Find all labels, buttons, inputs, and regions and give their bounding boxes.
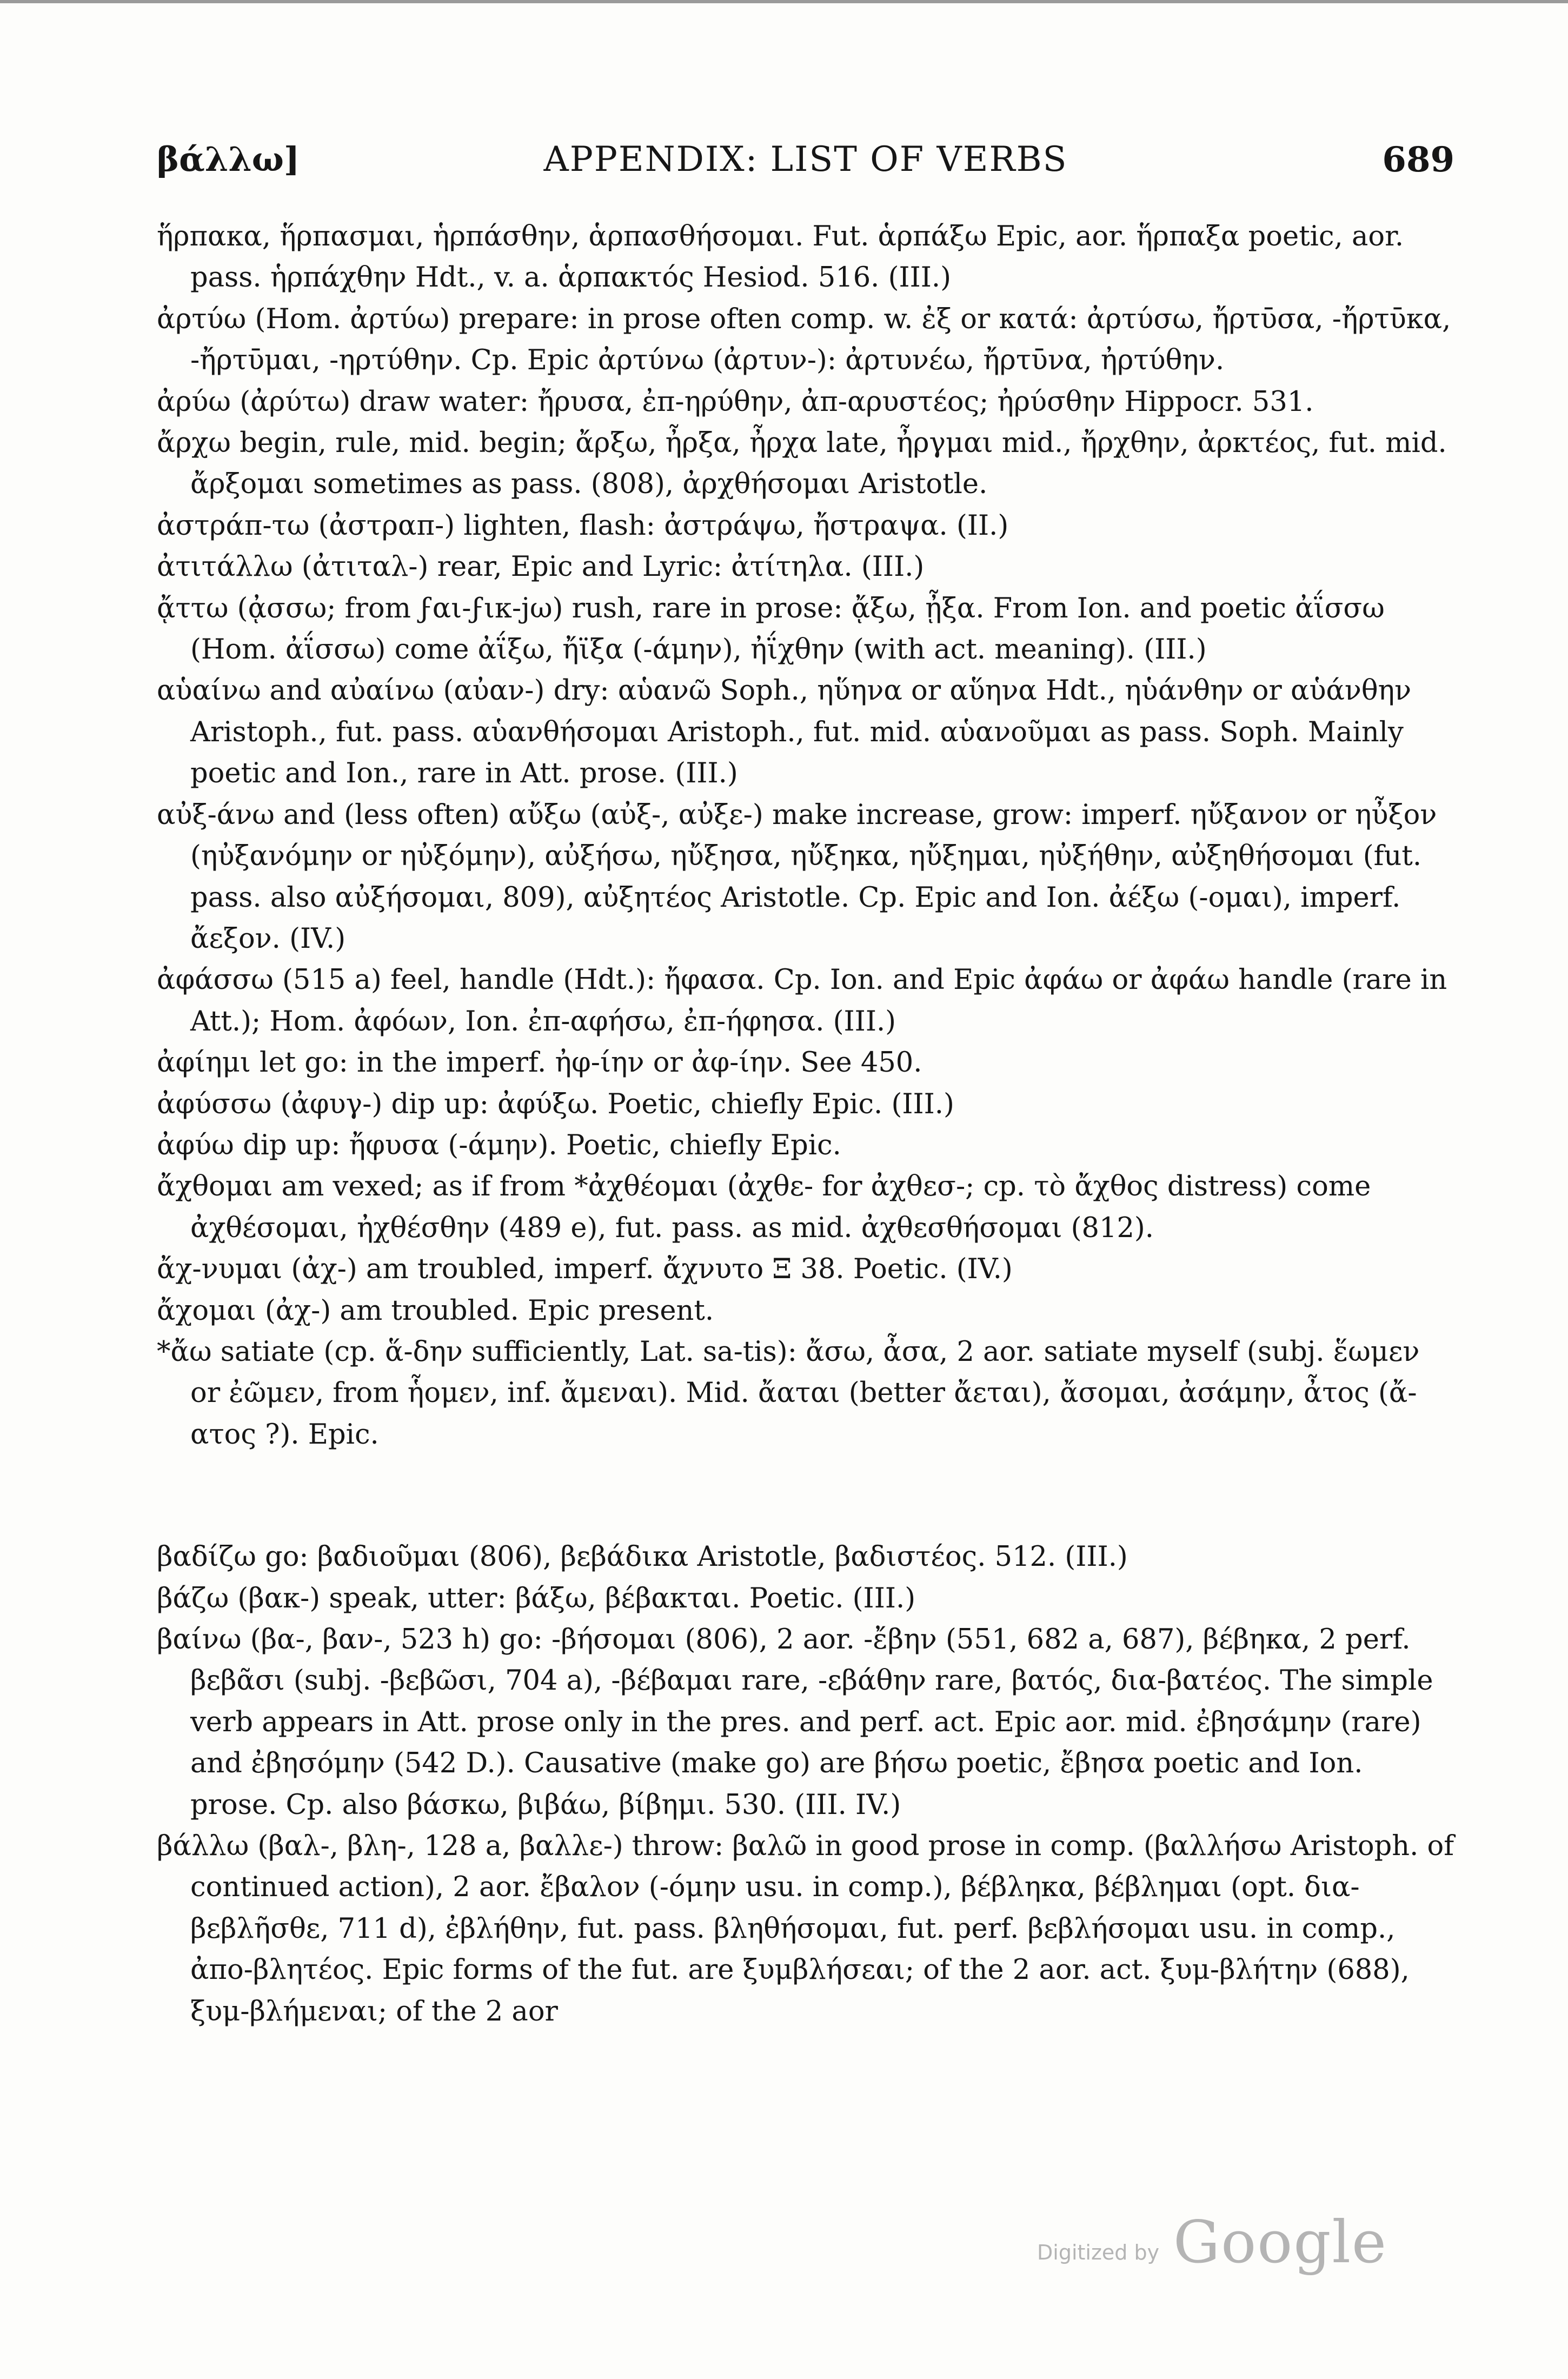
verb-entry: βάλλω (βαλ-, βλη-, 128 a, βαλλε-) throw: βαλῶ in good prose in comp. (βαλλήσω Aristoph. of continued action), 2 aor. ἔβαλον (-όμην usu. in comp.), βέβληκα, βέβλημαι (opt. δια-βεβλῆσθε, 711 d), ἐβλήθην, fut. pass. βληθήσομαι, fut. perf. βεβλήσομαι usu. in comp., ἀπο-βλητέος. Epic forms of the fut. are ξυμβλήσεαι; of the 2 aor. act. ξυμ-βλήτην (688), ξυμ-βλήμεναι; of the 2 aor <box>157 1830 1454 2028</box>
watermark-small-text: Digitized by <box>1037 2241 1160 2264</box>
verb-entry: βαδίζω go: βαδιοῦμαι (806), βεβάδικα Aristotle, βαδιστέος. 512. (III.) <box>157 1541 1128 1573</box>
verb-entry: ἀφύω dip up: ἤφυσα (-άμην). Poetic, chiefly Epic. <box>157 1129 841 1161</box>
verb-entry: ἄχθομαι am vexed; as if from *ἀχθέομαι (ἀχθε- for ἀχθεσ-; cp. τὸ ἄχθος distress) come ἀχθέσομαι, ἠχθέσθην (489 e), fut. pass. as mid. ἀχθεσθήσομαι (812). <box>157 1171 1371 1244</box>
verb-entry: ἀφίημι let go: in the imperf. ἠφ-ίην or ἀφ-ίην. See 450. <box>157 1047 922 1079</box>
verb-entry: αὑαίνω and αὐαίνω (αὐαν-) dry: αὑανῶ Soph., ηὕηνα or αὕηνα Hdt., ηὑάνθην or αὑάνθην Aristoph., fut. pass. αὑανθήσομαι Aristoph., fut. mid. αὑανοῦμαι as pass. Soph. Mainly poetic and Ion., rare in Att. prose. (III.) <box>157 675 1412 790</box>
verb-entry: αὐξ-άνω and (less often) αὔξω (αὐξ-, αὐξε-) make increase, grow: imperf. ηὔξανον or ηὖξον (ηὐξανόμην or ηὐξόμην), αὐξήσω, ηὔξησα, ηὔξηκα, ηὔξημαι, ηὐξήθην, αὐξηθήσομαι (fut. pass. also αὐξήσομαι, 809), αὐξητέος Aristotle. Cp. Epic and Ion. ἀέξω (-ομαι), imperf. ἄεξον. (IV.) <box>157 799 1437 955</box>
verb-entry: ἀρύω (ἀρύτω) draw water: ἤρυσα, ἐπ-ηρύθην, ἀπ-αρυστέος; ἠρύσθην Hippocr. 531. <box>157 386 1314 418</box>
running-head-left: βάλλω] <box>157 139 300 179</box>
running-head-title: APPENDIX: LIST OF VERBS <box>543 139 1068 180</box>
verb-entry: ἥρπακα, ἥρπασμαι, ἡρπάσθην, ἁρπασθήσομαι. Fut. ἁρπάξω Epic, aor. ἥρπαξα poetic, aor. pass. ἡρπάχθην Hdt., v. a. ἁρπακτός Hesiod. 516. (III.) <box>157 221 1404 294</box>
page-number: 689 <box>1382 139 1454 180</box>
google-wordmark: Google <box>1173 2209 1387 2276</box>
verb-entry: βαίνω (βα-, βαν-, 523 h) go: -βήσομαι (806), 2 aor. -ἔβην (551, 682 a, 687), βέβηκα, 2 perf. βεβᾶσι (subj. -βεβῶσι, 704 a), -βέβαμαι rare, -εβάθην rare, βατός, δια-βατέος. The simple verb appears in Att. prose only in the pres. and perf. act. Epic aor. mid. ἐβησάμην (rare) and ἐβησόμην (542 D.). Causative (make go) are βήσω poetic, ἔβησα poetic and Ion. prose. Cp. also βάσκω, βιβάω, βίβημι. 530. (III. IV.) <box>157 1624 1433 1821</box>
section-gap <box>157 1456 1454 1537</box>
verb-list <box>157 216 1454 2032</box>
verb-entry: ᾄττω (ᾀσσω; from ϝαι-ϝικ-ϳω) rush, rare in prose: ᾄξω, ᾖξα. From Ion. and poetic ἀΐσσω (Hom. ἀΐσσω) come ἀΐξω, ἤϊξα (-άμην), ἠΐχθην (with act. meaning). (III.) <box>157 592 1385 666</box>
verb-entry: ἀφύσσω (ἀφυγ-) dip up: ἀφύξω. Poetic, chiefly Epic. (III.) <box>157 1088 954 1120</box>
verb-entry: *ἄω satiate (cp. ἅ-δην sufficiently, Lat. sa-tis): ἄσω, ἆσα, 2 aor. satiate myself (subj. ἕωμεν or ἐῶμεν, from ἧομεν, inf. ἄμεναι). Mid. ἄαται (better ἄεται), ἄσομαι, ἀσάμην, ἆτος (ἄ-ατος ?). Epic. <box>157 1335 1420 1451</box>
verb-entry: ἄχομαι (ἀχ-) am troubled. Epic present. <box>157 1294 714 1327</box>
verb-entry: ἀτιτάλλω (ἀτιταλ-) rear, Epic and Lyric: ἀτίτηλα. (III.) <box>157 551 925 583</box>
verb-entry: ἀφάσσω (515 a) feel, handle (Hdt.): ἤφασα. Cp. Ion. and Epic ἀφάω or ἀφάω handle (rare in Att.); Hom. ἀφόων, Ion. ἐπ-αφήσω, ἐπ-ήφησα. (III.) <box>157 964 1447 1038</box>
verb-entry: ἄχ-νυμαι (ἀχ-) am troubled, imperf. ἄχνυτο Ξ 38. Poetic. (IV.) <box>157 1253 1013 1286</box>
verb-entry: βάζω (βακ-) speak, utter: βάξω, βέβακται. Poetic. (III.) <box>157 1582 916 1614</box>
scan-edge-line <box>0 0 1568 3</box>
digitized-by-google-watermark <box>1037 2211 1448 2276</box>
verb-entry: ἀρτύω (Hom. ἀρτύω) prepare: in prose often comp. w. ἐξ or κατά: ἀρτύσω, ἤρτῡσα, -ἤρτῡκα, -ἤρτῡμαι, -ηρτύθην. Cp. Epic ἀρτύνω (ἀρτυν-): ἀρτυνέω, ἤρτῡνα, ἠρτύθην. <box>157 303 1451 377</box>
verb-entry: ἀστράπ-τω (ἀστραπ-) lighten, flash: ἀστράψω, ἤστραψα. (II.) <box>157 509 1009 542</box>
running-head <box>157 139 1454 188</box>
verb-entry: ἄρχω begin, rule, mid. begin; ἄρξω, ἦρξα, ἦρχα late, ἦργμαι mid., ἤρχθην, ἀρκτέος, fut. mid. ἄρξομαι sometimes as pass. (808), ἀρχθήσομαι Aristotle. <box>157 427 1447 501</box>
